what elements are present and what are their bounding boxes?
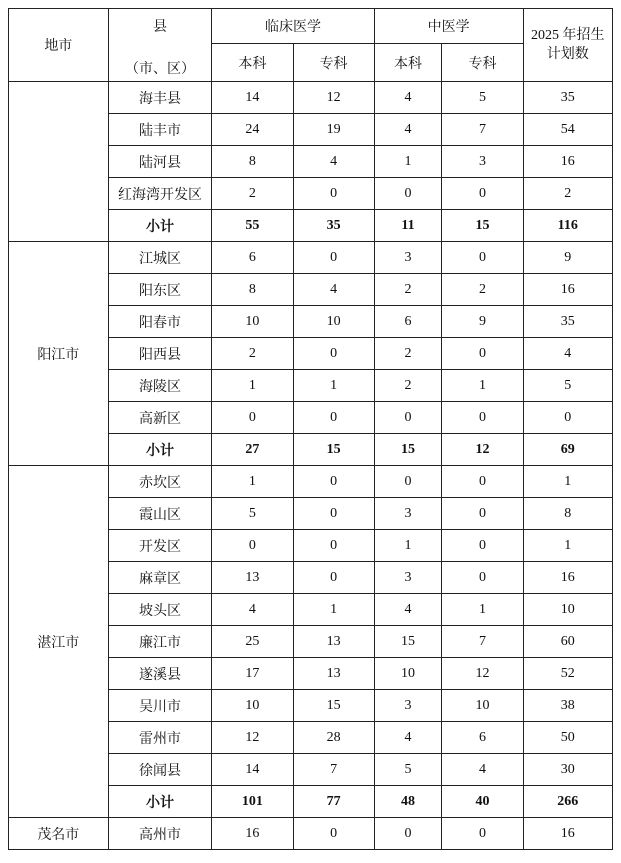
tcm-junior-cell: 2 (442, 274, 523, 306)
clinical-junior-cell: 13 (293, 658, 374, 690)
clinical-junior-cell: 1 (293, 370, 374, 402)
county-cell: 高新区 (108, 402, 212, 434)
tcm-junior-cell: 0 (442, 402, 523, 434)
clinical-bachelor-cell: 2 (212, 178, 293, 210)
total-cell: 35 (523, 82, 612, 114)
total-cell: 0 (523, 402, 612, 434)
tcm-junior-cell: 7 (442, 114, 523, 146)
city-cell: 阳江市 (9, 242, 109, 466)
tcm-bachelor-cell: 5 (374, 754, 442, 786)
table-row (9, 242, 613, 274)
table-body (9, 82, 613, 850)
tcm-bachelor-cell: 4 (374, 114, 442, 146)
tcm-junior-cell: 6 (442, 722, 523, 754)
clinical-junior-cell: 12 (293, 82, 374, 114)
tcm-junior-cell: 7 (442, 626, 523, 658)
clinical-bachelor-cell: 12 (212, 722, 293, 754)
total-cell: 1 (523, 466, 612, 498)
county-cell: 赤坎区 (108, 466, 212, 498)
county-cell: 廉江市 (108, 626, 212, 658)
county-cell: 高州市 (108, 818, 212, 850)
county-cell: 麻章区 (108, 562, 212, 594)
table-row (9, 82, 613, 114)
subtotal-label: 小计 (108, 434, 212, 466)
tcm-bachelor-cell: 3 (374, 242, 442, 274)
total-cell: 30 (523, 754, 612, 786)
total-cell: 16 (523, 818, 612, 850)
county-cell: 遂溪县 (108, 658, 212, 690)
county-cell: 阳东区 (108, 274, 212, 306)
header-tcm: 中医学 (374, 9, 523, 44)
total-cell: 50 (523, 722, 612, 754)
clinical-bachelor-cell: 24 (212, 114, 293, 146)
tcm-junior-cell: 0 (442, 562, 523, 594)
clinical-bachelor-cell: 6 (212, 242, 293, 274)
total-cell: 16 (523, 562, 612, 594)
county-cell: 海陵区 (108, 370, 212, 402)
total-cell: 8 (523, 498, 612, 530)
total-cell: 10 (523, 594, 612, 626)
subtotal-total-cell: 266 (523, 786, 612, 818)
clinical-junior-cell: 0 (293, 242, 374, 274)
clinical-bachelor-cell: 0 (212, 530, 293, 562)
clinical-junior-cell: 1 (293, 594, 374, 626)
tcm-junior-cell: 0 (442, 178, 523, 210)
total-cell: 16 (523, 274, 612, 306)
clinical-bachelor-cell: 16 (212, 818, 293, 850)
tcm-junior-cell: 9 (442, 306, 523, 338)
tcm-junior-cell: 0 (442, 466, 523, 498)
clinical-junior-cell: 19 (293, 114, 374, 146)
header-tcm-bachelor: 本科 (374, 44, 442, 82)
tcm-junior-cell: 4 (442, 754, 523, 786)
total-cell: 4 (523, 338, 612, 370)
subtotal-tcm-bachelor-cell: 11 (374, 210, 442, 242)
tcm-bachelor-cell: 1 (374, 530, 442, 562)
total-cell: 60 (523, 626, 612, 658)
total-cell: 54 (523, 114, 612, 146)
clinical-bachelor-cell: 1 (212, 466, 293, 498)
clinical-bachelor-cell: 8 (212, 274, 293, 306)
clinical-bachelor-cell: 4 (212, 594, 293, 626)
table-row (9, 818, 613, 850)
county-cell: 阳春市 (108, 306, 212, 338)
subtotal-total-cell: 69 (523, 434, 612, 466)
clinical-junior-cell: 0 (293, 562, 374, 594)
clinical-bachelor-cell: 25 (212, 626, 293, 658)
clinical-junior-cell: 0 (293, 530, 374, 562)
clinical-junior-cell: 0 (293, 402, 374, 434)
tcm-bachelor-cell: 15 (374, 626, 442, 658)
county-cell: 陆丰市 (108, 114, 212, 146)
subtotal-tcm-junior-cell: 40 (442, 786, 523, 818)
tcm-bachelor-cell: 4 (374, 722, 442, 754)
clinical-junior-cell: 0 (293, 338, 374, 370)
subtotal-clinical-bachelor-cell: 55 (212, 210, 293, 242)
county-cell: 徐闻县 (108, 754, 212, 786)
clinical-junior-cell: 0 (293, 466, 374, 498)
tcm-bachelor-cell: 2 (374, 338, 442, 370)
subtotal-clinical-bachelor-cell: 101 (212, 786, 293, 818)
tcm-bachelor-cell: 0 (374, 466, 442, 498)
clinical-junior-cell: 4 (293, 146, 374, 178)
tcm-bachelor-cell: 0 (374, 402, 442, 434)
tcm-bachelor-cell: 0 (374, 178, 442, 210)
subtotal-tcm-bachelor-cell: 15 (374, 434, 442, 466)
clinical-bachelor-cell: 5 (212, 498, 293, 530)
county-cell: 开发区 (108, 530, 212, 562)
tcm-junior-cell: 10 (442, 690, 523, 722)
clinical-bachelor-cell: 2 (212, 338, 293, 370)
city-cell (9, 82, 109, 242)
header-clinical: 临床医学 (212, 9, 374, 44)
tcm-junior-cell: 0 (442, 242, 523, 274)
clinical-junior-cell: 10 (293, 306, 374, 338)
clinical-bachelor-cell: 0 (212, 402, 293, 434)
enrollment-plan-table (8, 8, 613, 850)
tcm-junior-cell: 0 (442, 818, 523, 850)
tcm-junior-cell: 1 (442, 594, 523, 626)
total-cell: 9 (523, 242, 612, 274)
tcm-bachelor-cell: 0 (374, 818, 442, 850)
subtotal-label: 小计 (108, 786, 212, 818)
subtotal-label: 小计 (108, 210, 212, 242)
county-cell: 吴川市 (108, 690, 212, 722)
header-county-line1: 县 (152, 20, 167, 35)
tcm-bachelor-cell: 4 (374, 594, 442, 626)
header-tcm-junior: 专科 (442, 44, 523, 82)
subtotal-clinical-junior-cell: 15 (293, 434, 374, 466)
header-city: 地市 (9, 9, 109, 82)
county-cell: 海丰县 (108, 82, 212, 114)
tcm-bachelor-cell: 3 (374, 498, 442, 530)
clinical-bachelor-cell: 1 (212, 370, 293, 402)
clinical-junior-cell: 4 (293, 274, 374, 306)
header-total (523, 9, 612, 82)
clinical-junior-cell: 0 (293, 178, 374, 210)
county-cell: 阳西县 (108, 338, 212, 370)
tcm-bachelor-cell: 10 (374, 658, 442, 690)
header-clinical-bachelor: 本科 (212, 44, 293, 82)
tcm-junior-cell: 1 (442, 370, 523, 402)
clinical-bachelor-cell: 10 (212, 306, 293, 338)
county-cell: 江城区 (108, 242, 212, 274)
clinical-bachelor-cell: 14 (212, 82, 293, 114)
tcm-bachelor-cell: 2 (374, 370, 442, 402)
subtotal-clinical-junior-cell: 35 (293, 210, 374, 242)
clinical-bachelor-cell: 17 (212, 658, 293, 690)
tcm-bachelor-cell: 6 (374, 306, 442, 338)
tcm-junior-cell: 0 (442, 530, 523, 562)
clinical-junior-cell: 28 (293, 722, 374, 754)
header-total-line2: 计划数 (546, 47, 589, 62)
tcm-junior-cell: 0 (442, 498, 523, 530)
county-cell: 陆河县 (108, 146, 212, 178)
county-cell: 霞山区 (108, 498, 212, 530)
tcm-junior-cell: 3 (442, 146, 523, 178)
total-cell: 38 (523, 690, 612, 722)
tcm-junior-cell: 12 (442, 658, 523, 690)
header-county-line2: （市、区） (124, 62, 195, 77)
county-cell: 雷州市 (108, 722, 212, 754)
clinical-bachelor-cell: 14 (212, 754, 293, 786)
header-clinical-junior: 专科 (293, 44, 374, 82)
clinical-junior-cell: 13 (293, 626, 374, 658)
clinical-bachelor-cell: 13 (212, 562, 293, 594)
clinical-bachelor-cell: 10 (212, 690, 293, 722)
subtotal-tcm-junior-cell: 12 (442, 434, 523, 466)
tcm-bachelor-cell: 3 (374, 562, 442, 594)
tcm-bachelor-cell: 1 (374, 146, 442, 178)
clinical-bachelor-cell: 8 (212, 146, 293, 178)
county-cell: 红海湾开发区 (108, 178, 212, 210)
total-cell: 16 (523, 146, 612, 178)
clinical-junior-cell: 0 (293, 498, 374, 530)
table-row (9, 466, 613, 498)
county-cell: 坡头区 (108, 594, 212, 626)
total-cell: 1 (523, 530, 612, 562)
subtotal-clinical-bachelor-cell: 27 (212, 434, 293, 466)
tcm-bachelor-cell: 2 (374, 274, 442, 306)
subtotal-total-cell: 116 (523, 210, 612, 242)
total-cell: 2 (523, 178, 612, 210)
subtotal-tcm-bachelor-cell: 48 (374, 786, 442, 818)
city-cell: 湛江市 (9, 466, 109, 818)
tcm-bachelor-cell: 4 (374, 82, 442, 114)
clinical-junior-cell: 7 (293, 754, 374, 786)
subtotal-clinical-junior-cell: 77 (293, 786, 374, 818)
total-cell: 35 (523, 306, 612, 338)
clinical-junior-cell: 15 (293, 690, 374, 722)
subtotal-tcm-junior-cell: 15 (442, 210, 523, 242)
tcm-junior-cell: 5 (442, 82, 523, 114)
total-cell: 52 (523, 658, 612, 690)
total-cell: 5 (523, 370, 612, 402)
clinical-junior-cell: 0 (293, 818, 374, 850)
header-county (108, 9, 212, 82)
tcm-junior-cell: 0 (442, 338, 523, 370)
city-cell: 茂名市 (9, 818, 109, 850)
tcm-bachelor-cell: 3 (374, 690, 442, 722)
header-total-line1: 2025 年招生 (531, 28, 605, 43)
